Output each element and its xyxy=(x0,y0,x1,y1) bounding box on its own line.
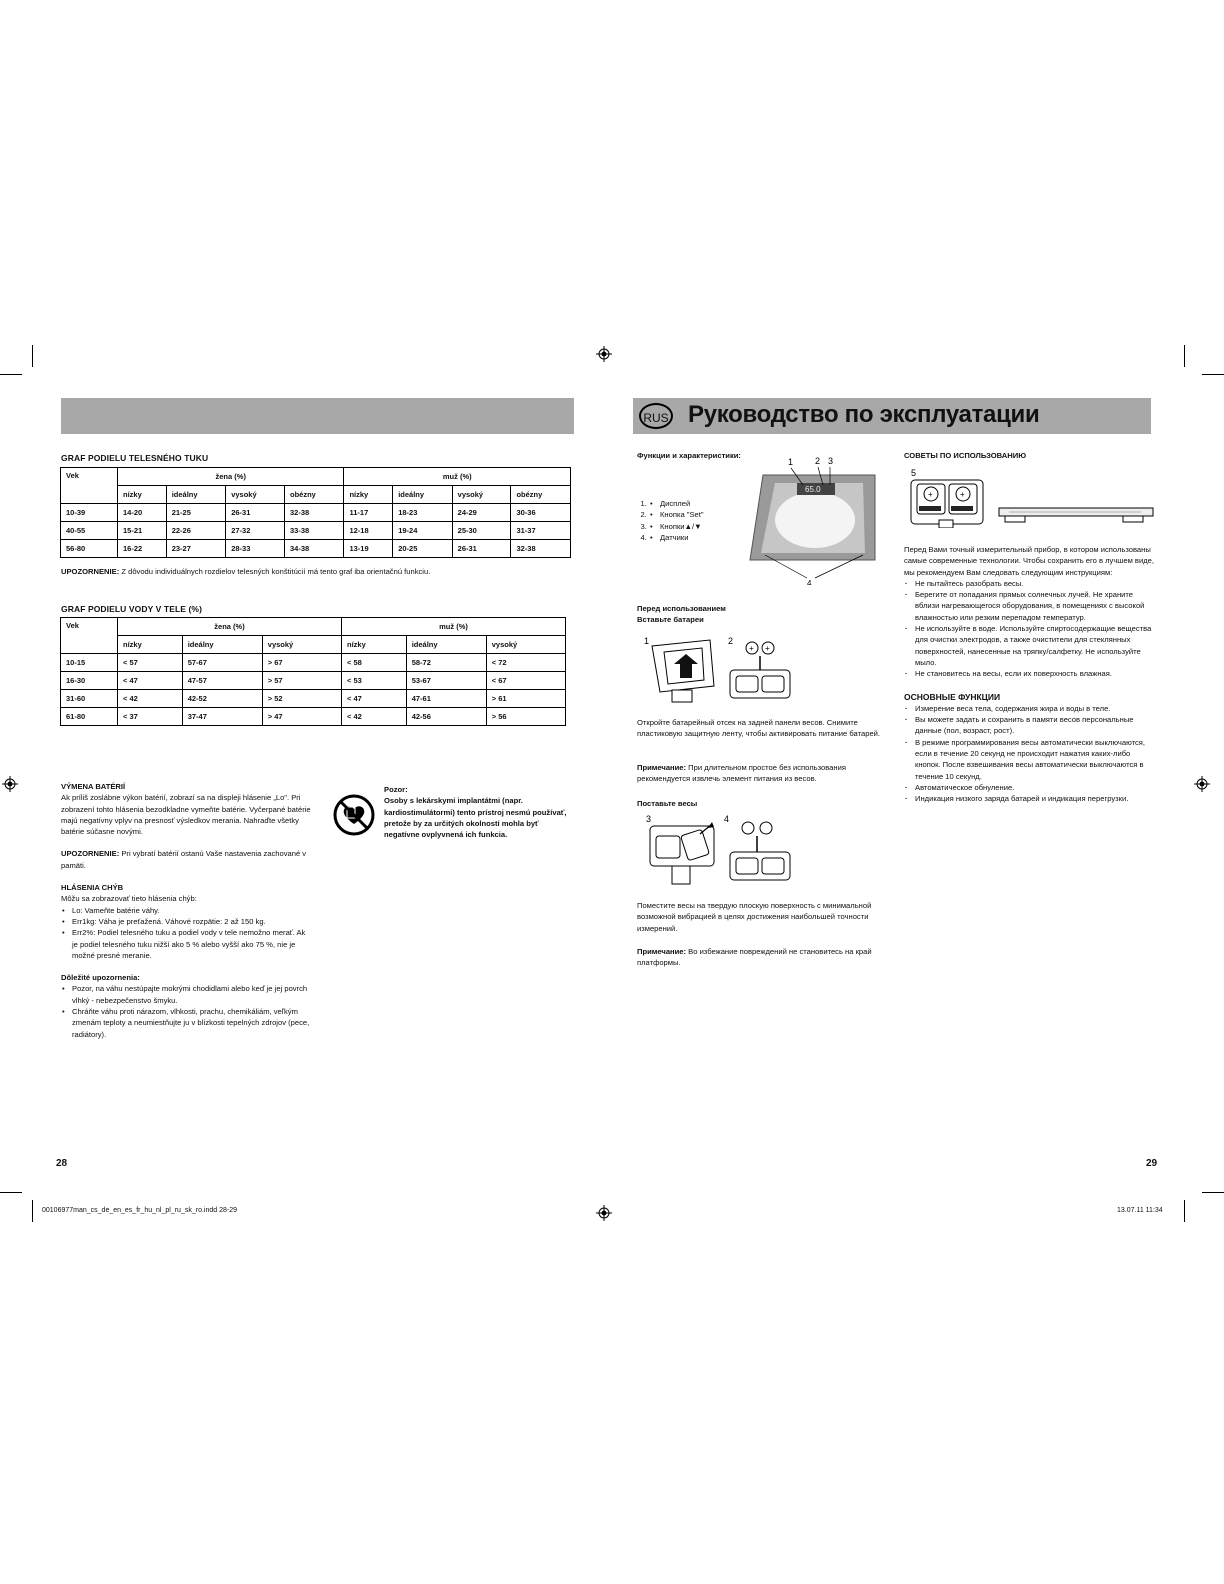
before-note: Примечание: При длительном простое без использования рекомендуется извлечь элемент питания из весов. xyxy=(637,763,846,784)
table-cell: 16-22 xyxy=(118,540,167,558)
before-title: Перед использованием xyxy=(637,604,726,613)
table-cell: > 57 xyxy=(262,672,341,690)
crop-mark xyxy=(1184,345,1185,367)
table-cell: 22-26 xyxy=(166,522,225,540)
table-cell: < 53 xyxy=(341,672,406,690)
registration-mark-icon xyxy=(2,776,18,792)
list-item: • Err2%: Podiel telesného tuku a podiel vody v tele nemožno merať. Ak je podiel telesného tuku nižší ako 5 % alebo vyšší ako 75 %, nie je možné presné meranie. xyxy=(61,927,311,961)
tips-list xyxy=(904,578,1154,680)
table-cell: 27-32 xyxy=(226,522,285,540)
table-subheader: ideálny xyxy=(166,486,225,504)
table-subheader: ideálny xyxy=(182,636,262,654)
table-cell: < 72 xyxy=(486,654,565,672)
svg-text:4: 4 xyxy=(807,579,812,585)
table-cell: 26-31 xyxy=(452,540,511,558)
table-subheader: ideálny xyxy=(406,636,486,654)
table-header-male: muž (%) xyxy=(341,618,565,636)
table-subheader: nízky xyxy=(341,636,406,654)
table-cell: 11-17 xyxy=(344,504,393,522)
crop-mark xyxy=(1184,1200,1185,1222)
table-header-male: muž (%) xyxy=(344,468,571,486)
table-cell: 32-38 xyxy=(511,540,571,558)
table-cell: < 42 xyxy=(341,708,406,726)
svg-text:+: + xyxy=(749,644,754,653)
tips-title: СОВЕТЫ ПО ИСПОЛЬЗОВАНИЮ xyxy=(904,451,1027,460)
table-header-female: žena (%) xyxy=(118,468,344,486)
list-item: · Не пытайтесь разобрать весы. xyxy=(904,578,1154,589)
errors-title: HLÁSENIA CHÝB xyxy=(61,883,124,893)
errors-intro: Môžu sa zobrazovať tieto hlásenia chýb: xyxy=(61,894,197,904)
svg-text:+: + xyxy=(928,490,933,499)
crop-mark xyxy=(0,1192,22,1193)
warning-text: Osoby s lekárskymi implantátmi (napr. kardiostimulátormi) tento prístroj nesmú používať, pretože by za určitých okolností mohla byť negatívne ovplyvnená ich funkcia. xyxy=(384,796,567,840)
table-cell: 56-80 xyxy=(61,540,118,558)
table-cell: 14-20 xyxy=(118,504,167,522)
battery-text: Ak príliš zoslábne výkon batérií, zobrazí sa na displeji hlásenie „Lo". Pri zobrazení tohto hlásenia bezodkladne vymeňte batérie. Vyčerpané batérie majú negatívny vplyv na presnosť výsledkov merania. Nahraďte všetky batérie súčasne novými. xyxy=(61,793,311,837)
svg-text:5: 5 xyxy=(911,468,917,478)
page-number-right: 29 xyxy=(1146,1158,1158,1169)
svg-text:2: 2 xyxy=(815,456,821,466)
table-cell: 42-52 xyxy=(182,690,262,708)
table-cell: 18-23 xyxy=(393,504,452,522)
crop-mark xyxy=(32,345,33,367)
svg-text:+: + xyxy=(960,490,965,499)
table-cell: 12-18 xyxy=(344,522,393,540)
table-cell: 32-38 xyxy=(285,504,344,522)
list-item: · Не становитесь на весы, если их поверхность влажная. xyxy=(904,668,1154,679)
warning-section xyxy=(384,784,576,840)
features-list xyxy=(637,498,704,543)
fat-note: UPOZORNENIE: Z dôvodu individuálnych rozdielov telesných konštitúcií má tento graf iba orientačnú funkciu. xyxy=(61,567,431,576)
page-title: Руководство по эксплуатации xyxy=(688,401,1040,428)
crop-mark xyxy=(1202,374,1224,375)
table-cell: 24-29 xyxy=(452,504,511,522)
table-header-age: Vek xyxy=(61,618,118,654)
table-cell: 33-38 xyxy=(285,522,344,540)
page-number-left: 28 xyxy=(56,1158,68,1169)
table-cell: < 42 xyxy=(118,690,183,708)
table-subheader: nízky xyxy=(118,486,167,504)
table-cell: 25-30 xyxy=(452,522,511,540)
svg-text:1: 1 xyxy=(644,636,650,646)
table-cell: 47-57 xyxy=(182,672,262,690)
place-note: Примечание: Во избежание повреждений не становитесь на край платформы. xyxy=(637,947,872,968)
table-cell: 13-19 xyxy=(344,540,393,558)
list-item: · Не используйте в воде. Используйте спиртосодержащие вещества для очистки электродов, а также очистители для стеклянных поверхностей, нанесенные на тряпку/салфетку. Не используйте мыло. xyxy=(904,623,1154,668)
list-item: • Pozor, na váhu nestúpajte mokrými chodidlami alebo keď je jej povrch vlhký - nebezpečenstvo šmyku. xyxy=(61,983,311,1006)
table-cell: > 67 xyxy=(262,654,341,672)
crop-mark xyxy=(1202,1192,1224,1193)
table-cell: 10-39 xyxy=(61,504,118,522)
table-cell: < 58 xyxy=(341,654,406,672)
table-subheader: vysoký xyxy=(226,486,285,504)
features-title: Функции и характеристики: xyxy=(637,451,741,460)
svg-text:2: 2 xyxy=(728,636,734,646)
water-table-title: GRAF PODIELU VODY V TELE (%) xyxy=(61,604,203,614)
table-cell: 15-21 xyxy=(118,522,167,540)
list-item: • Lo: Vameňte batérie váhy. xyxy=(61,905,311,916)
table-cell: 31-60 xyxy=(61,690,118,708)
table-row xyxy=(61,504,571,522)
place-title: Поставьте весы xyxy=(637,799,698,808)
table-cell: 58-72 xyxy=(406,654,486,672)
table-cell: > 47 xyxy=(262,708,341,726)
table-cell: > 56 xyxy=(486,708,565,726)
table-cell: 37-47 xyxy=(182,708,262,726)
svg-text:65.0: 65.0 xyxy=(805,485,821,494)
table-cell: < 37 xyxy=(118,708,183,726)
table-cell: 16-30 xyxy=(61,672,118,690)
table-cell: 30-36 xyxy=(511,504,571,522)
language-badge: RUS xyxy=(639,403,673,429)
battery-section xyxy=(61,781,311,1040)
table-header-age: Vek xyxy=(61,468,118,504)
table-subheader: ideálny xyxy=(393,486,452,504)
table-cell: 10-15 xyxy=(61,654,118,672)
table-row xyxy=(61,540,571,558)
table-cell: 26-31 xyxy=(226,504,285,522)
table-cell: 40-55 xyxy=(61,522,118,540)
warning-title: Pozor: xyxy=(384,785,408,794)
table-cell: 21-25 xyxy=(166,504,225,522)
svg-text:3: 3 xyxy=(828,456,834,466)
table-cell: 61-80 xyxy=(61,708,118,726)
list-item: · Вы можете задать и сохранить в памяти весов персональные данные (пол, возраст, рост). xyxy=(904,714,1154,737)
table-cell: < 47 xyxy=(118,672,183,690)
table-cell: 53-67 xyxy=(406,672,486,690)
table-cell: 28-33 xyxy=(226,540,285,558)
registration-mark-icon xyxy=(1194,776,1210,792)
table-row xyxy=(61,708,566,726)
table-cell: < 57 xyxy=(118,654,183,672)
list-item: · Берегите от попадания прямых солнечных лучей. Не храните вблизи нагревающегося оборудования, в помещениях с высокой влажностью или резким перепадом температур. xyxy=(904,589,1154,623)
battery-compartment-diagram xyxy=(642,812,802,888)
main-functions-title: ОСНОВНЫЕ ФУНКЦИИ xyxy=(904,691,1001,702)
table-row xyxy=(61,672,566,690)
list-item: • 3. Кнопки▲/▼ xyxy=(649,521,704,532)
table-cell: 20-25 xyxy=(393,540,452,558)
battery-title: VÝMENA BATÉRIÍ xyxy=(61,782,126,791)
table-cell: 42-56 xyxy=(406,708,486,726)
table-cell: > 61 xyxy=(486,690,565,708)
registration-mark-icon xyxy=(596,1205,612,1221)
main-functions-list xyxy=(904,703,1154,805)
tips-section xyxy=(904,544,1154,805)
table-cell: 23-27 xyxy=(166,540,225,558)
left-header-banner xyxy=(61,398,574,434)
table-subheader: obézny xyxy=(511,486,571,504)
table-cell: < 67 xyxy=(486,672,565,690)
battery-insert-diagram xyxy=(642,634,802,704)
list-item: · Измерение веса тела, содержания жира и воды в теле. xyxy=(904,703,1154,714)
registration-mark-icon xyxy=(596,346,612,362)
table-row xyxy=(61,654,566,672)
table-subheader: vysoký xyxy=(486,636,565,654)
table-subheader: vysoký xyxy=(262,636,341,654)
table-row xyxy=(61,690,566,708)
no-pacemaker-icon xyxy=(333,794,375,836)
table-cell: 31-37 xyxy=(511,522,571,540)
table-header-female: žena (%) xyxy=(118,618,342,636)
fat-table-title: GRAF PODIELU TELESNÉHO TUKU xyxy=(61,453,209,463)
svg-text:3: 3 xyxy=(646,814,652,824)
list-item: • Err1kg: Váha je preťažená. Váhové rozpätie: 2 až 150 kg. xyxy=(61,916,311,927)
body-fat-table xyxy=(60,467,571,558)
before-text: Откройте батарейный отсек на задней панели весов. Снимите пластиковую защитную ленту, чтобы активировать питание батарей. xyxy=(637,718,881,739)
table-cell: > 52 xyxy=(262,690,341,708)
svg-text:1: 1 xyxy=(788,457,794,467)
footer-date: 13.07.11 11:34 xyxy=(1117,1207,1163,1214)
svg-text:+: + xyxy=(765,644,770,653)
crop-mark xyxy=(32,1200,33,1222)
before-subtitle: Вставьте батареи xyxy=(637,615,704,624)
body-water-table xyxy=(60,617,566,726)
list-item: · Индикация низкого заряда батарей и индикация перегрузки. xyxy=(904,793,1154,804)
table-row xyxy=(61,522,571,540)
table-cell: < 47 xyxy=(341,690,406,708)
table-subheader: nízky xyxy=(118,636,183,654)
important-list xyxy=(61,983,311,1039)
list-item: • 1. Дисплей xyxy=(649,498,704,509)
list-item: • 4. Датчики xyxy=(649,532,704,543)
table-subheader: vysoký xyxy=(452,486,511,504)
table-subheader: nízky xyxy=(344,486,393,504)
scale-bottom-diagram xyxy=(905,466,1155,528)
list-item: • Chráňte váhu proti nárazom, vlhkosti, prachu, chemikáliám, veľkým zmenám teploty a neumiestňujte ju v blízkosti tepelných zdrojov (pece, radiátory). xyxy=(61,1006,311,1040)
place-text: Поместите весы на твердую плоскую поверхность с минимальной возможной вибрацией в целях достижения наибольшей точности измерений. xyxy=(637,901,872,933)
list-item: • 2. Кнопка "Set" xyxy=(649,509,704,520)
table-cell: 57-67 xyxy=(182,654,262,672)
table-cell: 47-61 xyxy=(406,690,486,708)
crop-mark xyxy=(0,374,22,375)
table-subheader: obézny xyxy=(285,486,344,504)
table-cell: 34-38 xyxy=(285,540,344,558)
svg-text:4: 4 xyxy=(724,814,730,824)
table-cell: 19-24 xyxy=(393,522,452,540)
list-item: · Автоматическое обнуление. xyxy=(904,782,1154,793)
errors-list xyxy=(61,905,311,961)
tips-intro: Перед Вами точный измерительный прибор, в котором использованы самые современные технологии. Чтобы сохранить его в лучшем виде, мы рекомендуем Вам следовать следующим инструкциям: xyxy=(904,545,1154,577)
battery-note: UPOZORNENIE: Pri vybratí batérií ostanú Vaše nastavenia zachované v pamäti. xyxy=(61,849,307,870)
important-title: Dôležité upozornenia: xyxy=(61,973,140,983)
list-item: · В режиме программирования весы автоматически выключаются, если в течение 20 секунд не происходит нажатия каких-либо кнопок. После взвешивания весы автоматически выключаются в течение 10 секунд. xyxy=(904,737,1154,782)
scale-diagram xyxy=(735,455,885,585)
footer-filename: 00106977man_cs_de_en_es_fr_hu_nl_pl_ru_sk_ro.indd 28-29 xyxy=(42,1207,237,1214)
